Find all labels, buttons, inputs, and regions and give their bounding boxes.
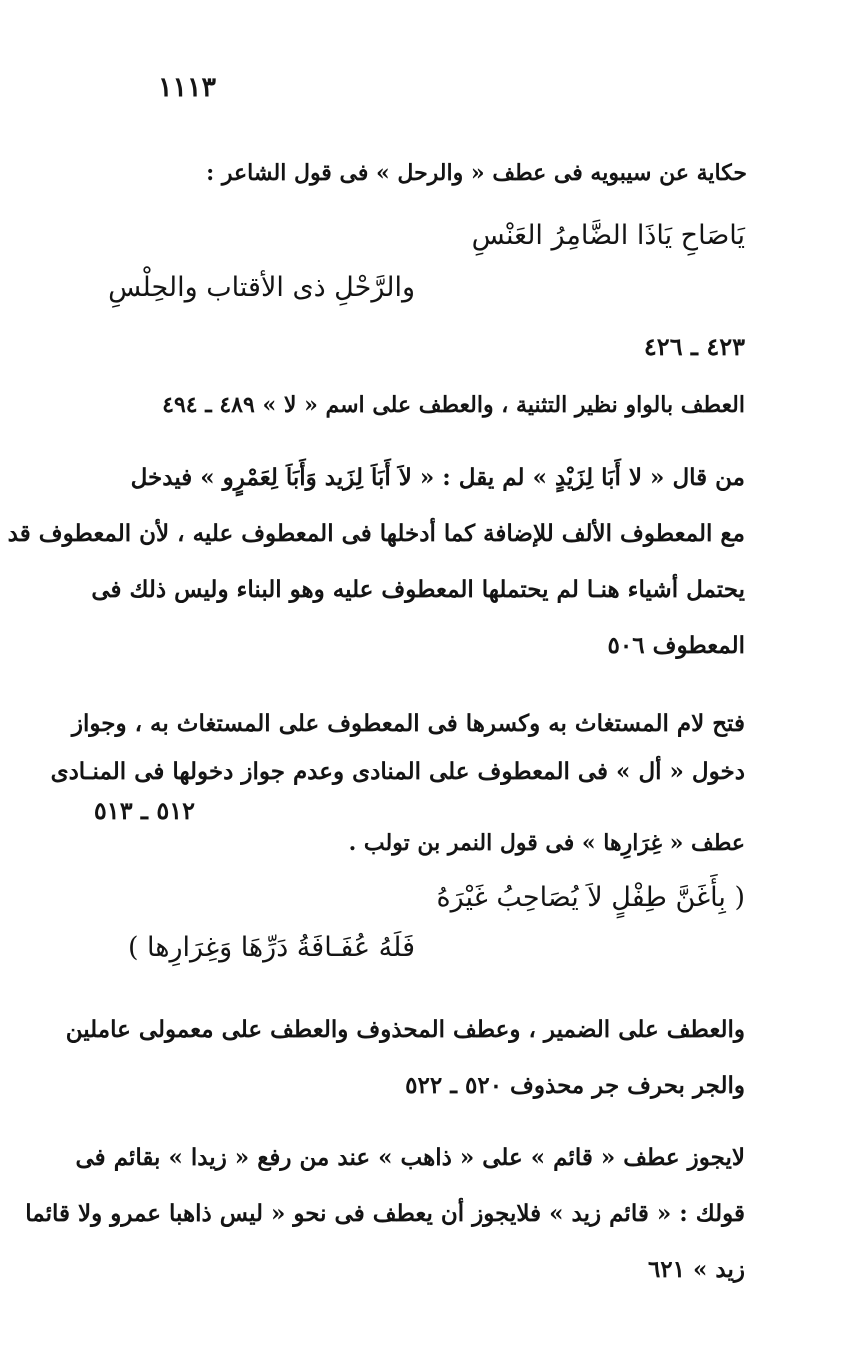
- page-number: ١١١٣: [158, 72, 217, 103]
- section-6-line-1: والعطف على الضمير ، وعطف المحذوف والعطف على معمولى عاملين: [65, 1016, 745, 1043]
- section-6-paragraph: [65, 1002, 745, 1114]
- verse-line-2: والرَّحْلِ ذى الأقتاب والحِلْسِ: [108, 272, 415, 303]
- section-3-line-4: المعطوف ٥٠٦: [607, 632, 745, 659]
- section-1-refs: ٤٢٣ ـ ٤٢٦: [643, 332, 745, 361]
- section-4-paragraph: [50, 700, 745, 796]
- section-6-line-2: والجر بحرف جر محذوف ٥٢٠ ـ ٥٢٢: [405, 1072, 745, 1099]
- section-4-line-1: فتح لام المستغاث به وكسرها فى المعطوف على المستغاث به ، وجواز: [71, 710, 745, 737]
- section-7-line-3: زيد » ٦٢١: [647, 1256, 745, 1283]
- verse-line-4: فَلَهُ عُفَـافَةُ دَرِّهَا وَغِرَارِها ): [127, 932, 415, 963]
- section-7-line-2: قولك : « قائم زيد » فلايجوز أن يعطف فى نحو « ليس ذاهبا عمرو ولا قائما: [25, 1200, 745, 1227]
- verse-line-3: ( بِأَغَنَّ طِفْلٍ لاَ يُصَاحِبُ غَيْرَهُ: [436, 882, 745, 913]
- verse-line-1: يَاصَاحِ يَاذَا الضَّامِرُ العَنْسِ: [471, 220, 745, 251]
- section-5-heading: عطف « غِرَارِها » فى قول النمر بن تولب .: [348, 830, 745, 856]
- section-3-line-2: مع المعطوف الألف للإضافة كما أدخلها فى المعطوف عليه ، لأن المعطوف قد: [7, 520, 745, 547]
- section-3-paragraph: [7, 450, 745, 674]
- section-4-line-2: دخول « أل » فى المعطوف على المنادى وعدم جواز دخولها فى المنـادى: [50, 758, 745, 785]
- section-1-heading: حكاية عن سيبويه فى عطف « والرحل » فى قول الشاعر :: [206, 160, 747, 186]
- section-3-line-1: من قال « لا أَبَا لِزَيْدٍ » لم يقل : « لاَ أَبَاَ لِزَيد وَأَبَاَ لِعَمْرٍو » فيدخل: [130, 464, 745, 491]
- section-2-line: العطف بالواو نظير التثنية ، والعطف على اسم « لا » ٤٨٩ ـ ٤٩٤: [162, 392, 745, 418]
- section-4-refs: ٥١٢ ـ ٥١٣: [93, 796, 195, 825]
- section-7-line-1: لايجوز عطف « قائم » على « ذاهب » عند من رفع « زيدا » بقائم فى: [75, 1144, 745, 1171]
- section-7-paragraph: [25, 1130, 745, 1298]
- section-3-line-3: يحتمل أشياء هنـا لم يحتملها المعطوف عليه وهو البناء وليس ذلك فى: [91, 576, 745, 603]
